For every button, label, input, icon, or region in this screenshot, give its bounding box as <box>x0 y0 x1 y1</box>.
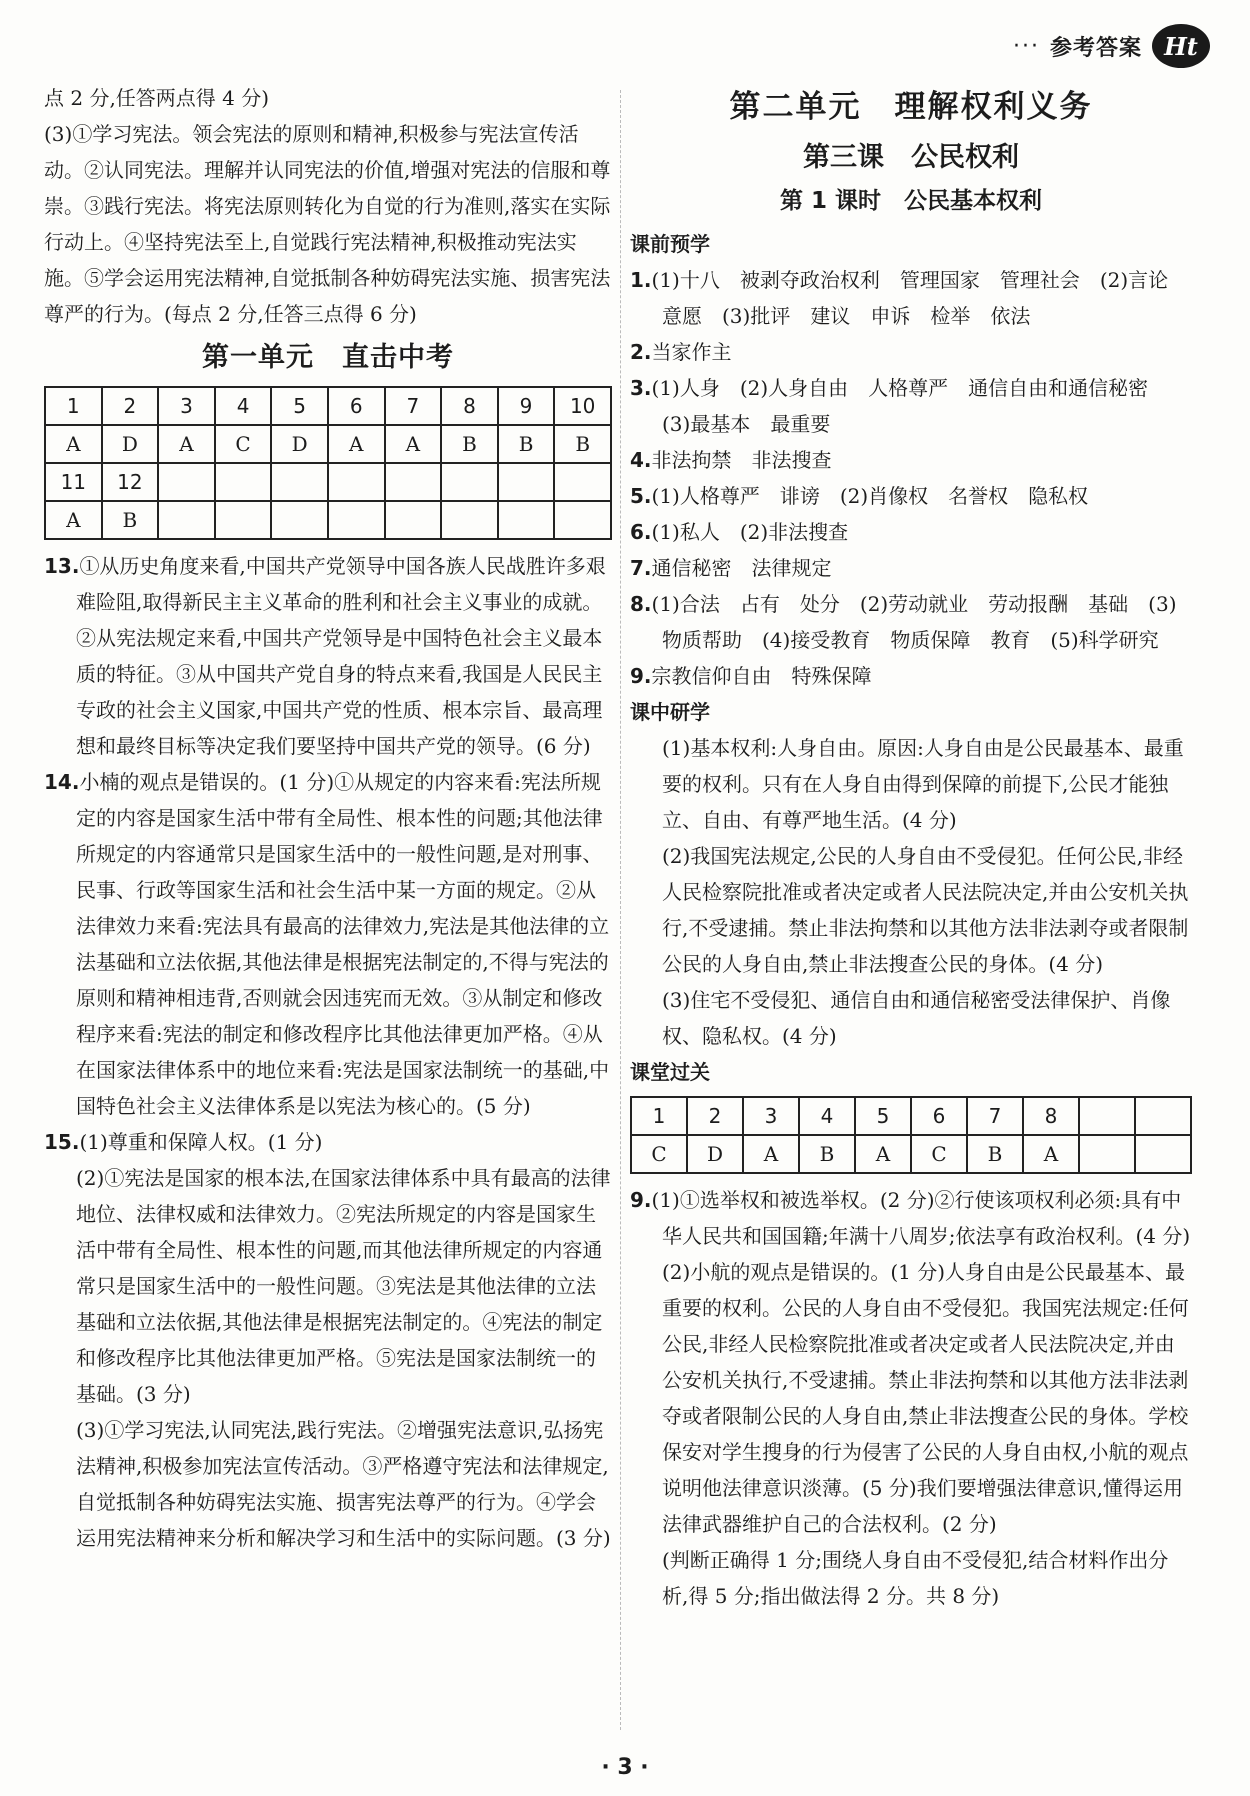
list-item <box>630 658 1192 694</box>
answer-text: (1)①选举权和被选举权。(2 分)②行使该项权利必须:具有中华人民共和国国籍;年满十八周岁;依法享有政治权利。(4 分) <box>651 1188 1191 1248</box>
answer-15-part2: (2)①宪法是国家的根本法,在国家法律体系中具有最高的法律地位、法律权威和法律效力。②宪法所规定的内容是国家生活中带有全局性、根本性的问题,而其他法律所规定的内容通常只是国家生活中的一般性问题。③宪法是其他法律的立法基础和立法依据,其他法律是根据宪法制定的。④宪法的制定和修改程序比其他法律更加严格。⑤宪法是国家法制统一的基础。(3 分) <box>76 1166 611 1406</box>
answer-cell: C <box>631 1135 687 1173</box>
answer-cell: B <box>799 1135 855 1173</box>
question-number-cell: 3 <box>743 1097 799 1135</box>
question-number-cell: 6 <box>911 1097 967 1135</box>
in-class-answer-2: (2)我国宪法规定,公民的人身自由不受侵犯。任何公民,非经人民检察院批准或者决定或者人民法院决定,并由公安机关执行,不受逮捕。禁止非法拘禁和以其他方法非法剥夺或者限制公民的人身自由,禁止非法搜查公民的身体。(4 分) <box>662 844 1189 976</box>
class-check-label: 课堂过关 <box>630 1060 710 1084</box>
answer-cell: A <box>385 425 442 463</box>
table-answer-row <box>631 1135 1191 1173</box>
answer-cell: A <box>45 501 102 539</box>
continued-paragraph: (3)①学习宪法。领会宪法的原则和精神,积极参与宪法宣传活动。②认同宪法。理解并认同宪法的价值,增强对宪法的信服和尊崇。③践行宪法。将宪法原则转化为自觉的行为准则,落实在实际行动上。④坚持宪法至上,自觉践行宪法精神,积极推动宪法实施。⑤学会运用宪法精神,自觉抵制各种妨碍宪法实施、损害宪法尊严的行为。(每点 2 分,任答三点得 6 分) <box>44 122 611 326</box>
empty-cell <box>385 501 442 539</box>
header-dots: ··· <box>1013 33 1040 59</box>
in-class-answer-1: (1)基本权利:人身自由。原因:人身自由是公民最基本、最重要的权利。只有在人身自由得到保障的前提下,公民才能独立、自由、有尊严地生活。(4 分) <box>662 736 1184 832</box>
item-text: (1)私人 (2)非法搜查 <box>651 520 849 544</box>
answer-text: (1)尊重和保障人权。(1 分) <box>79 1130 323 1154</box>
period-title: 第 1 课时 公民基本权利 <box>779 188 1043 214</box>
table-answer-row <box>45 425 611 463</box>
question-number-cell: 4 <box>799 1097 855 1135</box>
answer-cell: B <box>441 425 498 463</box>
answer-15-part3: (3)①学习宪法,认同宪法,践行宪法。②增强宪法意识,弘扬宪法精神,积极参加宪法宣传活动。③严格遵守宪法和法律规定,自觉抵制各种妨碍宪法实施、损害宪法尊严的行为。④学会运用宪法精神来分析和解决学习和生活中的实际问题。(3 分) <box>76 1418 611 1550</box>
right-column <box>630 80 1192 1614</box>
item-text: 通信秘密 法律规定 <box>651 556 832 580</box>
question-number-cell: 3 <box>158 387 215 425</box>
answer-cell: B <box>967 1135 1023 1173</box>
question-number-cell: 5 <box>855 1097 911 1135</box>
empty-cell <box>498 501 555 539</box>
item-number: 2. <box>630 340 652 364</box>
table-header-row <box>45 387 611 425</box>
answer-9 <box>630 1182 1192 1254</box>
question-number: 15. <box>44 1130 80 1154</box>
empty-cell <box>271 463 328 501</box>
item-number: 6. <box>630 520 652 544</box>
question-number-cell: 6 <box>328 387 385 425</box>
list-item <box>630 334 1192 370</box>
left-column <box>44 80 612 1556</box>
item-text: (1)十八 被剥夺政治权利 管理国家 管理社会 (2)言论 意愿 (3)批评 建议 申诉 检举 依法 <box>651 268 1189 328</box>
list-item <box>630 514 1192 550</box>
answer-cell: B <box>102 501 159 539</box>
item-text: 宗教信仰自由 特殊保障 <box>651 664 872 688</box>
empty-cell <box>158 463 215 501</box>
header-title: 参考答案 <box>1049 35 1142 61</box>
question-number: 14. <box>44 770 80 794</box>
list-item <box>630 262 1192 334</box>
item-number: 7. <box>630 556 652 580</box>
unit-title: 第二单元 理解权利义务 <box>729 89 1093 125</box>
in-class-label: 课中研学 <box>630 700 710 724</box>
question-number-cell: 11 <box>45 463 102 501</box>
empty-cell <box>328 501 385 539</box>
empty-cell <box>1135 1097 1191 1135</box>
table-header-row <box>45 463 611 501</box>
answer-cell: A <box>158 425 215 463</box>
item-number: 9. <box>630 664 652 688</box>
table-header-row <box>631 1097 1191 1135</box>
item-number: 1. <box>630 268 652 292</box>
question-number-cell: 7 <box>385 387 442 425</box>
answer-cell: D <box>102 425 159 463</box>
question-number-cell: 12 <box>102 463 159 501</box>
question-number: 13. <box>44 554 80 578</box>
question-number-cell: 8 <box>1023 1097 1079 1135</box>
question-number-cell: 1 <box>45 387 102 425</box>
list-item <box>630 478 1192 514</box>
pre-study-label: 课前预学 <box>630 232 710 256</box>
answer-cell: A <box>743 1135 799 1173</box>
in-class-answer-3: (3)住宅不受侵犯、通信自由和通信秘密受法律保护、肖像权、隐私权。(4 分) <box>662 988 1171 1048</box>
empty-cell <box>328 463 385 501</box>
question-number: 9. <box>630 1188 652 1212</box>
item-number: 5. <box>630 484 652 508</box>
question-number-cell: 8 <box>441 387 498 425</box>
answer-text: 小楠的观点是错误的。(1 分)①从规定的内容来看:宪法所规定的内容是国家生活中带有全局性、根本性的问题;其他法律所规定的内容通常只是国家生活中的一般性问题,是对刑事、民事、行政等国家生活和社会生活中某一方面的规定。②从法律效力来看:宪法具有最高的法律效力,宪法是其他法律的立法基础和立法依据,其他法律是根据宪法制定的,不得与宪法的原则和精神相违背,否则就会因违宪而无效。③从制定和修改程序来看:宪法的制定和修改程序比其他法律更加严格。④从在国家法律体系中的地位来看:宪法是国家法制统一的基础,中国特色社会主义法律体系是以宪法为核心的。(5 分) <box>76 770 610 1118</box>
answer-9-part2: (2)小航的观点是错误的。(1 分)人身自由是公民最基本、最重要的权利。公民的人身自由不受侵犯。我国宪法规定:任何公民,非经人民检察院批准或者决定或者人民法院决定,并由公安机关执行,不受逮捕。禁止非法拘禁和以其他方法非法剥夺或者限制公民的人身自由,禁止非法搜查公民的身体。学校保安对学生搜身的行为侵害了公民的人身自由权,小航的观点说明他法律意识淡薄。(5 分)我们要增强法律意识,懂得运用法律武器维护自己的合法权利。(2 分) <box>662 1260 1189 1536</box>
answer-cell: C <box>911 1135 967 1173</box>
answer-15 <box>44 1124 612 1160</box>
empty-cell <box>498 463 555 501</box>
list-item <box>630 442 1192 478</box>
item-text: 当家作主 <box>651 340 732 364</box>
empty-cell <box>1135 1135 1191 1173</box>
empty-cell <box>215 463 272 501</box>
answer-cell: B <box>498 425 555 463</box>
item-text: (1)人身 (2)人身自由 人格尊严 通信自由和通信秘密 (3)最基本 最重要 <box>651 376 1169 436</box>
item-text: 非法拘禁 非法搜查 <box>651 448 832 472</box>
answer-cell: A <box>328 425 385 463</box>
answer-table-unit1 <box>44 386 612 540</box>
list-item <box>630 586 1192 658</box>
list-item <box>630 370 1192 442</box>
item-number: 3. <box>630 376 652 400</box>
question-number-cell: 7 <box>967 1097 1023 1135</box>
empty-cell <box>441 501 498 539</box>
item-number: 4. <box>630 448 652 472</box>
answer-cell: C <box>215 425 272 463</box>
question-number-cell: 2 <box>102 387 159 425</box>
continued-line: 点 2 分,任答两点得 4 分) <box>44 86 270 110</box>
answer-14 <box>44 764 612 1124</box>
item-number: 8. <box>630 592 652 616</box>
empty-cell <box>158 501 215 539</box>
lesson-title: 第三课 公民权利 <box>803 142 1019 173</box>
answer-9-scoring-note: (判断正确得 1 分;围绕人身自由不受侵犯,结合材料作出分析,得 5 分;指出做法得 2 分。共 8 分) <box>662 1548 1169 1608</box>
question-number-cell: 4 <box>215 387 272 425</box>
list-item <box>630 550 1192 586</box>
empty-cell <box>1079 1097 1135 1135</box>
item-text: (1)合法 占有 处分 (2)劳动就业 劳动报酬 基础 (3)物质帮助 (4)接受教育 物质保障 教育 (5)科学研究 <box>651 592 1177 652</box>
question-number-cell: 10 <box>554 387 611 425</box>
empty-cell <box>215 501 272 539</box>
answer-cell: A <box>1023 1135 1079 1173</box>
question-number-cell: 1 <box>631 1097 687 1135</box>
answer-13 <box>44 548 612 764</box>
brand-logo: Ht <box>1152 24 1210 68</box>
question-number-cell: 5 <box>271 387 328 425</box>
column-divider <box>620 90 621 1730</box>
question-number-cell: 9 <box>498 387 555 425</box>
empty-cell <box>441 463 498 501</box>
empty-cell <box>554 463 611 501</box>
answer-text: ①从历史角度来看,中国共产党领导中国各族人民战胜许多艰难险阻,取得新民主主义革命的胜利和社会主义事业的成就。②从宪法规定来看,中国共产党领导是中国特色社会主义最本质的特征。③从中国共产党自身的特点来看,我国是人民民主专政的社会主义国家,中国共产党的性质、根本宗旨、最高理想和最终目标等决定我们要坚持中国共产党的领导。(6 分) <box>76 554 606 758</box>
table-answer-row <box>45 501 611 539</box>
page-header <box>1013 22 1210 70</box>
empty-cell <box>554 501 611 539</box>
answer-cell: B <box>554 425 611 463</box>
empty-cell <box>385 463 442 501</box>
section-title: 第一单元 直击中考 <box>202 342 454 373</box>
answer-cell: A <box>855 1135 911 1173</box>
answer-cell: A <box>45 425 102 463</box>
empty-cell <box>1079 1135 1135 1173</box>
answer-cell: D <box>271 425 328 463</box>
item-text: (1)人格尊严 诽谤 (2)肖像权 名誉权 隐私权 <box>651 484 1089 508</box>
answer-table-class-check <box>630 1096 1192 1174</box>
page-number: · 3 · <box>601 1755 649 1780</box>
empty-cell <box>271 501 328 539</box>
answer-cell: D <box>687 1135 743 1173</box>
question-number-cell: 2 <box>687 1097 743 1135</box>
